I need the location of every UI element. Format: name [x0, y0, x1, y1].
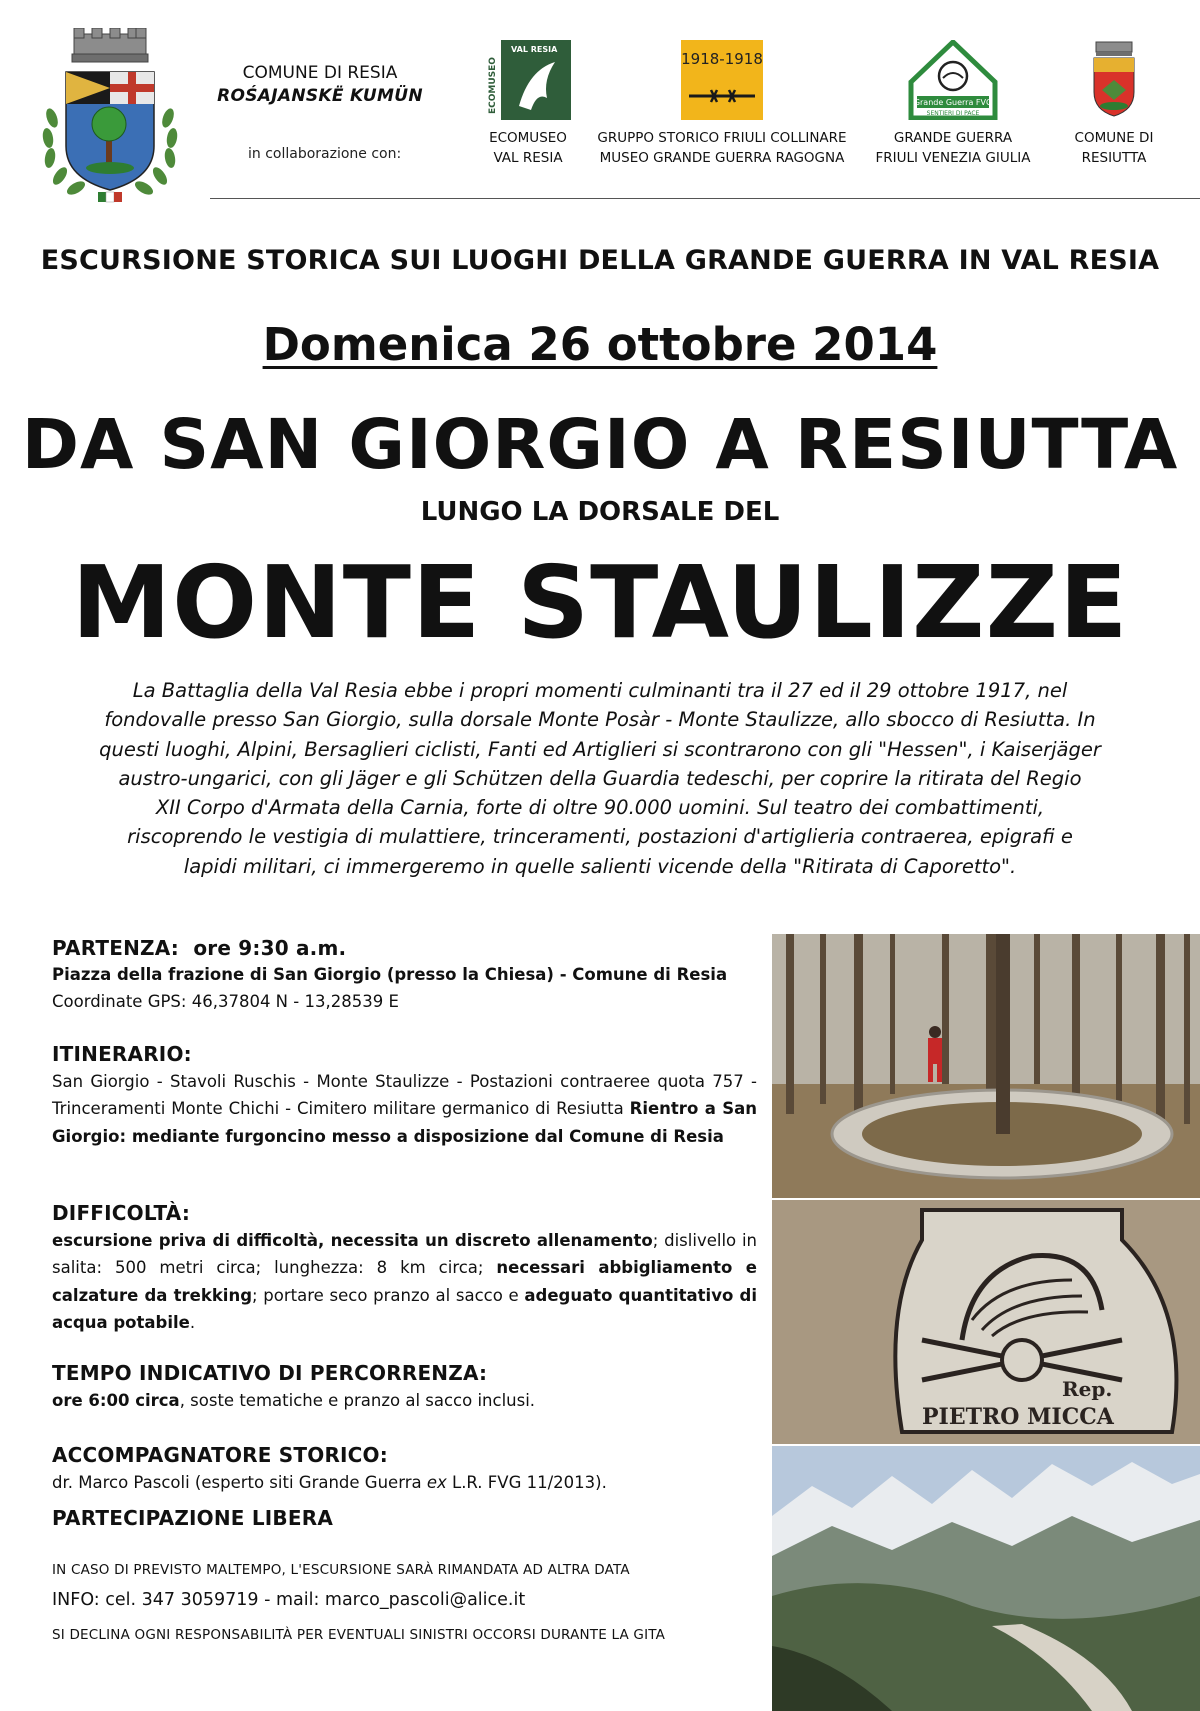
partner-gruppo-line2: MUSEO GRANDE GUERRA RAGOGNA — [599, 150, 845, 166]
partner-resiutta-line2: RESIUTTA — [1081, 150, 1147, 166]
difficolta-label: DIFFICOLTÀ: — [52, 1201, 191, 1225]
partenza-details — [52, 961, 757, 1016]
fvg-logo-sub: SENTIERI DI PACE — [926, 110, 980, 117]
rientro-text: Rientro a San Giorgio: mediante furgoncino messo a disposizione dal Comune di Resia — [52, 1099, 758, 1146]
itinerario-label: ITINERARIO: — [52, 1042, 192, 1066]
partner-ecomuseo-line2: VAL RESIA — [493, 150, 563, 166]
organizer-name — [210, 62, 430, 108]
photo-epigraph — [772, 1200, 1200, 1444]
disclaimer: SI DECLINA OGNI RESPONSABILITÀ PER EVENTUALI SINISTRI OCCORSI DURANTE LA GITA — [52, 1627, 666, 1643]
partner-fvg-line2: FRIULI VENEZIA GIULIA — [875, 150, 1031, 166]
photo-aa-position — [772, 934, 1200, 1198]
svg-text:ECOMUSEO: ECOMUSEO — [488, 57, 498, 114]
intro-line: riscoprendo le vestigia di mulattiere, trinceramenti, postazioni d'artiglieria contraerea, epigrafi e — [127, 825, 1073, 849]
partner-grande-guerra-fvg — [870, 40, 1036, 168]
tempo-duration: ore 6:00 circa — [52, 1391, 180, 1410]
epigraph-text-name: PIETRO MICCA — [922, 1404, 1114, 1430]
difficolta-part: ; dislivello in salita: 500 metri circa; lunghezza: 8 km circa; — [52, 1231, 757, 1278]
intro-line: questi luoghi, Alpini, Bersaglieri ciclisti, Fanti ed Artiglieri si scontrarono con gli "Hessen", i Kaiserjäger — [99, 737, 1101, 761]
resiutta-crest — [1088, 40, 1140, 120]
itinerario-text: San Giorgio - Stavoli Ruschis - Monte Staulizze - Postazioni contraeree quota 757 - Trinceramenti Monte Chichi - Cimitero militare germanico di Resiutta — [52, 1072, 757, 1119]
collaboration-label: in collaborazione con: — [248, 146, 402, 162]
accompagnatore-ex: ex — [426, 1473, 447, 1492]
event-date-text: Domenica 26 ottobre 2014 — [262, 318, 938, 371]
accompagnatore-text: dr. Marco Pascoli (esperto siti Grande Guerra — [52, 1473, 427, 1492]
header-divider — [210, 198, 1200, 199]
partner-fvg-line1: GRANDE GUERRA — [893, 130, 1013, 146]
ecomuseo-logo — [485, 40, 571, 120]
tempo-label: TEMPO INDICATIVO DI PERCORRENZA: — [52, 1361, 488, 1385]
partenza-gps: Coordinate GPS: 46,37804 N - 13,28539 E — [52, 992, 399, 1012]
accompagnatore-details — [52, 1469, 757, 1496]
difficolta-part: necessari abbigliamento e calzature da trekking — [52, 1258, 757, 1305]
photo-valley-landscape — [772, 1446, 1200, 1711]
intro-line: XII Corpo d'Armata della Carnia, forte di oltre 90.000 uomini. Sul teatro dei combattimenti, — [155, 796, 1045, 820]
maltempo-notice: IN CASO DI PREVISTO MALTEMPO, L'ESCURSIONE SARÀ RIMANDATA AD ALTRA DATA — [52, 1562, 630, 1578]
intro-line: austro-ungarici, con gli Jäger e gli Schützen della Guardia tedeschi, per coprire la ritirata del Regio — [118, 766, 1082, 790]
partenza-place: Piazza della frazione di San Giorgio (presso la Chiesa) - Comune di Resia — [52, 965, 728, 984]
partner-ecomuseo-line1: ECOMUSEO — [489, 130, 567, 146]
accompagnatore-text-end: L.R. FVG 11/2013). — [446, 1473, 607, 1492]
intro-line: lapidi militari, ci immergeremo in quelle salienti vicende della "Ritirata di Caporetto". — [183, 854, 1017, 878]
comune-name-local: ROŚAJANSKË KUMÜN — [217, 86, 423, 106]
difficolta-part: ; portare seco pranzo al sacco e — [252, 1285, 525, 1305]
partenza-label: PARTENZA: — [52, 936, 179, 960]
intro-line: La Battaglia della Val Resia ebbe i propri momenti culminanti tra il 27 ed il 29 ottobre 1917, nel — [132, 679, 1068, 702]
event-subtitle: ESCURSIONE STORICA SUI LUOGHI DELLA GRANDE GUERRA IN VAL RESIA — [40, 245, 1160, 276]
partner-comune-resiutta — [1054, 40, 1174, 168]
partenza-section — [52, 936, 346, 960]
itinerario-details — [52, 1068, 757, 1150]
difficolta-part: adeguato quantitativo di acqua potabile — [52, 1285, 757, 1332]
partner-resiutta-line1: COMUNE DI — [1074, 130, 1154, 146]
partner-ecomuseo — [472, 40, 584, 168]
museo-logo-text: 1918-1918 — [681, 50, 763, 68]
tempo-notes: , soste tematiche e pranzo al sacco inclusi. — [179, 1391, 536, 1410]
tempo-details — [52, 1387, 757, 1414]
difficolta-part: escursione priva di difficoltà, necessita un discreto allenamento — [52, 1231, 653, 1250]
event-title-connector: LUNGO LA DORSALE DEL — [420, 497, 780, 527]
epigraph-text-rep: Rep. — [1062, 1377, 1113, 1401]
accompagnatore-label: ACCOMPAGNATORE STORICO: — [52, 1443, 388, 1467]
svg-text:VAL RESIA: VAL RESIA — [511, 45, 558, 54]
intro-line: fondovalle presso San Giorgio, sulla dorsale Monte Posàr - Monte Staulizze, allo sbocco di Resiutta. In — [104, 708, 1096, 732]
comune-name: COMUNE DI RESIA — [242, 63, 398, 83]
comune-di-resia-crest — [34, 28, 186, 206]
fvg-logo-text: Grande Guerra FVG — [913, 98, 993, 107]
difficolta-details — [52, 1227, 757, 1336]
event-title-route: DA SAN GIORGIO A RESIUTTA — [21, 405, 1179, 485]
info-contact: INFO: cel. 347 3059719 - mail: marco_pascoli@alice.it — [52, 1590, 526, 1610]
partner-gruppo-storico — [588, 40, 856, 168]
partner-gruppo-line1: GRUPPO STORICO FRIULI COLLINARE — [597, 130, 847, 146]
intro-paragraph — [52, 676, 1148, 881]
event-date — [0, 318, 1200, 371]
event-title-mountain: MONTE STAULIZZE — [71, 544, 1129, 661]
partenza-time: ore 9:30 a.m. — [193, 936, 347, 960]
museo-grande-guerra-logo — [681, 40, 763, 120]
difficolta-part: . — [189, 1312, 196, 1332]
grande-guerra-fvg-logo — [907, 40, 999, 120]
partecipazione-libera: PARTECIPAZIONE LIBERA — [52, 1506, 334, 1530]
